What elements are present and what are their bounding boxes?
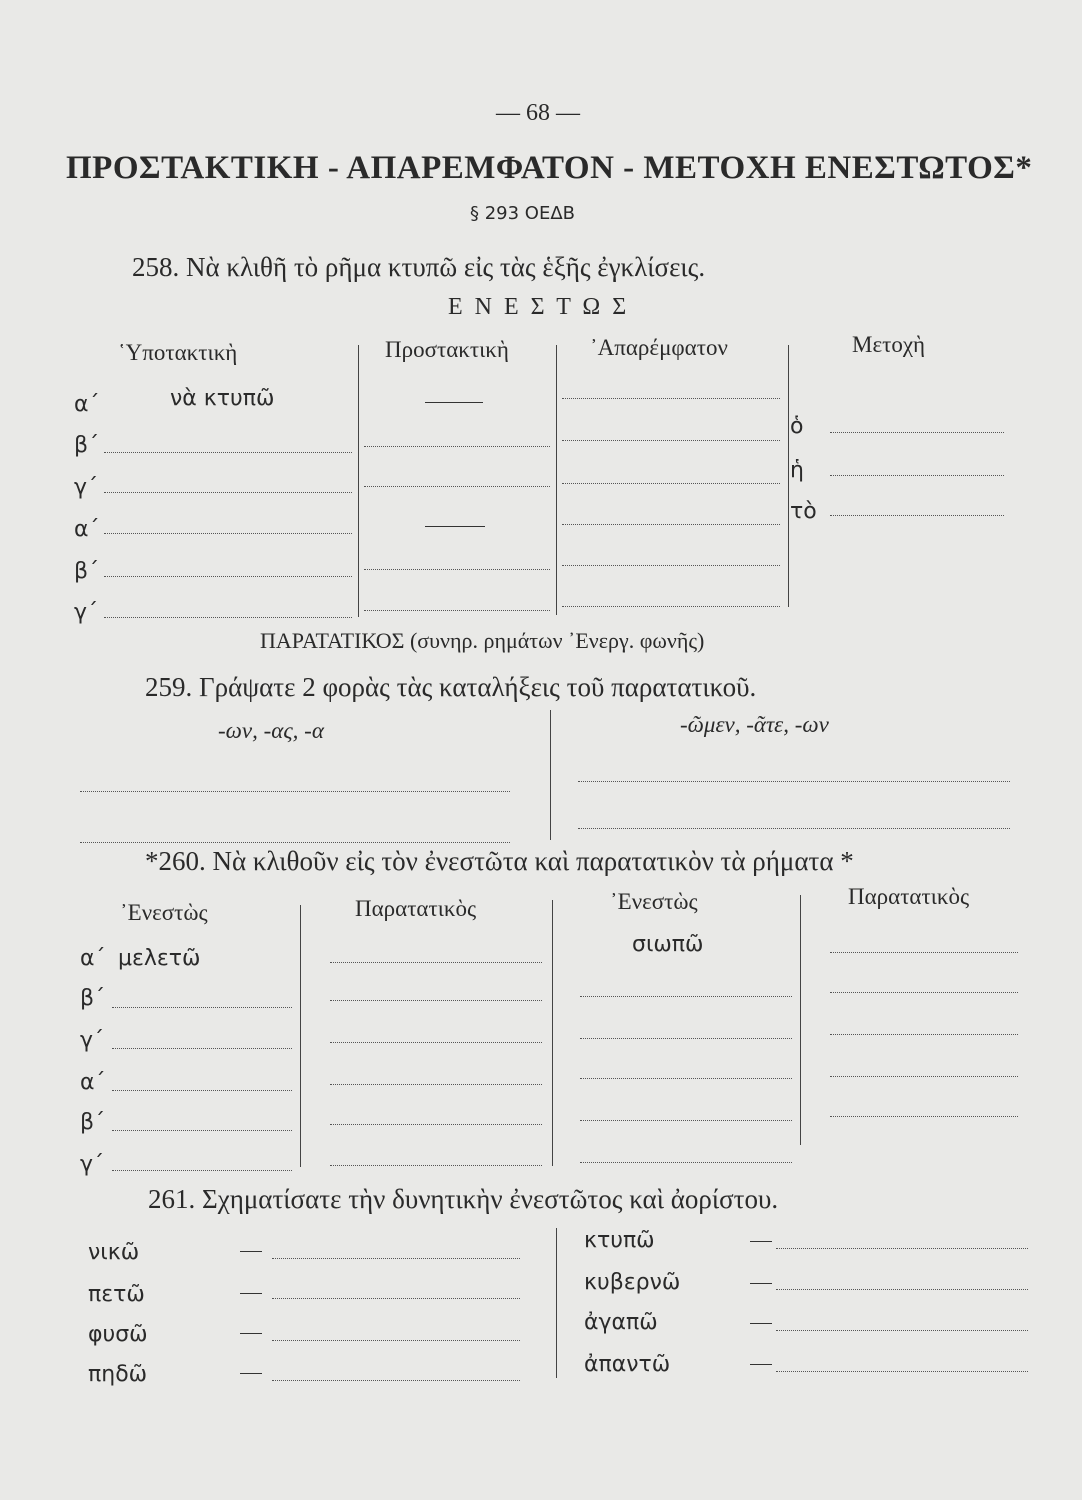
ex258-blank[interactable] xyxy=(562,606,780,607)
ex258-tense: Ε Ν Ε Σ Τ Ω Σ xyxy=(448,294,630,320)
ex260-blank[interactable] xyxy=(330,1165,542,1166)
ex259-blank[interactable] xyxy=(578,828,1010,829)
ex258-blank[interactable] xyxy=(364,446,550,447)
ex261-dash xyxy=(750,1241,772,1242)
ex260-header-imperfect-left: Παρατατικὸς xyxy=(355,896,477,921)
ex261-left-verb: πηδῶ xyxy=(88,1362,148,1387)
ex260-blank[interactable] xyxy=(830,1034,1018,1035)
ex261-dash xyxy=(240,1373,262,1374)
ex261-right-verb: κτυπῶ xyxy=(584,1228,655,1253)
ex259-blank[interactable] xyxy=(578,781,1010,782)
ex258-first-value: νὰ κτυπῶ xyxy=(170,386,275,411)
ex261-left-verb: φυσῶ xyxy=(88,1322,148,1347)
ex258-blank[interactable] xyxy=(562,483,780,484)
ex261-right-verb: ἀπαντῶ xyxy=(584,1352,671,1377)
ex258-participle-fem: ἡ xyxy=(790,458,804,483)
ex258-blank[interactable] xyxy=(364,486,550,487)
ex261-dash xyxy=(750,1364,772,1365)
ex260-header-present-left: ᾿Ενεστὼς xyxy=(120,900,208,925)
page-title: ΠΡΟΣΤΑΚΤΙΚΗ - ΑΠΑΡΕΜΦΑΤΟΝ - ΜΕΤΟΧΗ ΕΝΕΣΤΩΤΟΣ* xyxy=(66,150,1033,186)
ex260-blank[interactable] xyxy=(330,962,542,963)
ex260-header-imperfect-right: Παρατατικὸς xyxy=(848,884,970,909)
ex258-blank[interactable] xyxy=(364,610,550,611)
ex261-blank[interactable] xyxy=(272,1258,520,1259)
ex258-blank[interactable] xyxy=(104,576,352,577)
ex258-participle-masc: ὁ xyxy=(790,414,804,439)
ex260-row-label: α΄ xyxy=(80,1070,106,1095)
ex261-left-verb: πετῶ xyxy=(88,1282,145,1307)
ex261-dash xyxy=(240,1293,262,1294)
ex261-blank[interactable] xyxy=(776,1371,1028,1372)
ex260-blank[interactable] xyxy=(330,1084,542,1085)
ex258-header-participle: Μετοχὴ xyxy=(852,332,926,357)
ex260-instruction: *260. Νὰ κλιθοῦν εἰς τὸν ἐνεστῶτα καὶ παρατατικὸν τὰ ρήματα * xyxy=(145,846,854,876)
ex261-blank[interactable] xyxy=(272,1340,520,1341)
ex260-blank[interactable] xyxy=(580,1078,792,1079)
ex259-col-divider xyxy=(550,710,551,840)
ex258-header-imperative: Προστακτικὴ xyxy=(385,337,509,362)
ex258-blank[interactable] xyxy=(830,432,1004,433)
page-number: — 68 — xyxy=(496,100,580,126)
ex260-verb-right: σιωπῶ xyxy=(632,932,704,957)
ex260-row-label: β΄ xyxy=(80,986,106,1011)
ex258-instruction: 258. Νὰ κλιθῆ τὸ ρῆμα κτυπῶ εἰς τὰς ἑξῆς ἐγκλίσεις. xyxy=(132,252,706,282)
ex260-col-divider-3 xyxy=(800,895,801,1145)
ex260-blank[interactable] xyxy=(112,1130,292,1131)
ex260-blank[interactable] xyxy=(580,996,792,997)
ex258-blank[interactable] xyxy=(562,524,780,525)
ex261-col-divider xyxy=(556,1228,557,1378)
ex259-left-endings: -ων, -ας, -α xyxy=(218,718,324,743)
ex261-right-verb: ἀγαπῶ xyxy=(584,1310,658,1335)
reference: § 293 ΟΕΔΒ xyxy=(470,203,576,224)
ex260-blank[interactable] xyxy=(112,1007,292,1008)
ex260-blank[interactable] xyxy=(830,1116,1018,1117)
ex258-col-divider-3 xyxy=(788,345,789,607)
ex258-blank[interactable] xyxy=(364,569,550,570)
ex258-blank[interactable] xyxy=(562,565,780,566)
ex258-col-divider-2 xyxy=(556,345,557,615)
ex261-blank[interactable] xyxy=(776,1330,1028,1331)
ex258-imperative-dash xyxy=(425,402,483,403)
ex260-blank[interactable] xyxy=(330,1000,542,1001)
ex258-col-divider-1 xyxy=(358,345,359,617)
ex260-blank[interactable] xyxy=(580,1120,792,1121)
ex258-imperative-dash xyxy=(425,526,485,527)
ex259-instruction: 259. Γράψατε 2 φορὰς τὰς καταλήξεις τοῦ παρατατικοῦ. xyxy=(145,672,757,702)
ex261-blank[interactable] xyxy=(272,1298,520,1299)
ex261-left-verb: νικῶ xyxy=(88,1240,140,1265)
ex258-header-infinitive: ᾿Απαρέμφατον xyxy=(590,335,728,360)
ex261-blank[interactable] xyxy=(272,1380,520,1381)
ex258-header-subjunctive: ῾Υποτακτικὴ xyxy=(118,340,238,365)
ex259-blank[interactable] xyxy=(80,842,510,843)
ex260-col-divider-2 xyxy=(552,900,553,1166)
ex260-row-label: γ΄ xyxy=(80,1152,105,1177)
ex258-blank[interactable] xyxy=(830,475,1004,476)
ex260-row-label: α΄ xyxy=(80,946,106,971)
ex258-row-label: γ΄ xyxy=(74,475,99,500)
ex258-row-label: β΄ xyxy=(74,559,100,584)
ex260-col-divider-1 xyxy=(300,905,301,1167)
ex261-dash xyxy=(750,1283,772,1284)
ex258-row-label: β΄ xyxy=(74,433,100,458)
ex261-blank[interactable] xyxy=(776,1248,1028,1249)
ex260-blank[interactable] xyxy=(830,952,1018,953)
ex258-blank[interactable] xyxy=(104,617,352,618)
ex260-row-label: γ΄ xyxy=(80,1028,105,1053)
ex261-instruction: 261. Σχηματίσατε τὴν δυνητικὴν ἐνεστῶτος καὶ ἀορίστου. xyxy=(148,1184,779,1214)
ex260-blank[interactable] xyxy=(112,1048,292,1049)
ex260-blank[interactable] xyxy=(112,1170,292,1171)
ex258-blank[interactable] xyxy=(562,440,780,441)
ex260-verb-left: μελετῶ xyxy=(118,946,201,971)
section-paratatikos: ΠΑΡΑΤΑΤΙΚΟΣ (συνηρ. ρημάτων ᾿Ενεργ. φωνῆς) xyxy=(260,628,705,653)
ex258-blank[interactable] xyxy=(104,533,352,534)
ex260-blank[interactable] xyxy=(330,1042,542,1043)
ex261-dash xyxy=(240,1251,262,1252)
ex260-blank[interactable] xyxy=(112,1090,292,1091)
ex260-blank[interactable] xyxy=(830,992,1018,993)
ex260-blank[interactable] xyxy=(580,1162,792,1163)
ex258-blank[interactable] xyxy=(104,492,352,493)
ex258-blank[interactable] xyxy=(104,452,352,453)
ex261-dash xyxy=(240,1333,262,1334)
ex260-blank[interactable] xyxy=(830,1076,1018,1077)
ex258-row-label: γ΄ xyxy=(74,600,99,625)
ex259-right-endings: -ῶμεν, -ᾶτε, -ων xyxy=(680,712,829,737)
ex258-row-label: α΄ xyxy=(74,392,100,417)
ex259-blank[interactable] xyxy=(80,791,510,792)
ex260-blank[interactable] xyxy=(330,1124,542,1125)
ex261-right-verb: κυβερνῶ xyxy=(584,1270,681,1295)
ex261-blank[interactable] xyxy=(776,1289,1028,1290)
ex258-row-label: α΄ xyxy=(74,517,100,542)
ex260-header-present-right: ᾿Ενεστὼς xyxy=(610,889,698,914)
ex258-blank[interactable] xyxy=(830,515,1004,516)
ex258-participle-neut: τὸ xyxy=(790,499,817,524)
ex260-row-label: β΄ xyxy=(80,1110,106,1135)
ex260-blank[interactable] xyxy=(580,1038,792,1039)
ex258-blank[interactable] xyxy=(562,398,780,399)
ex261-dash xyxy=(750,1323,772,1324)
